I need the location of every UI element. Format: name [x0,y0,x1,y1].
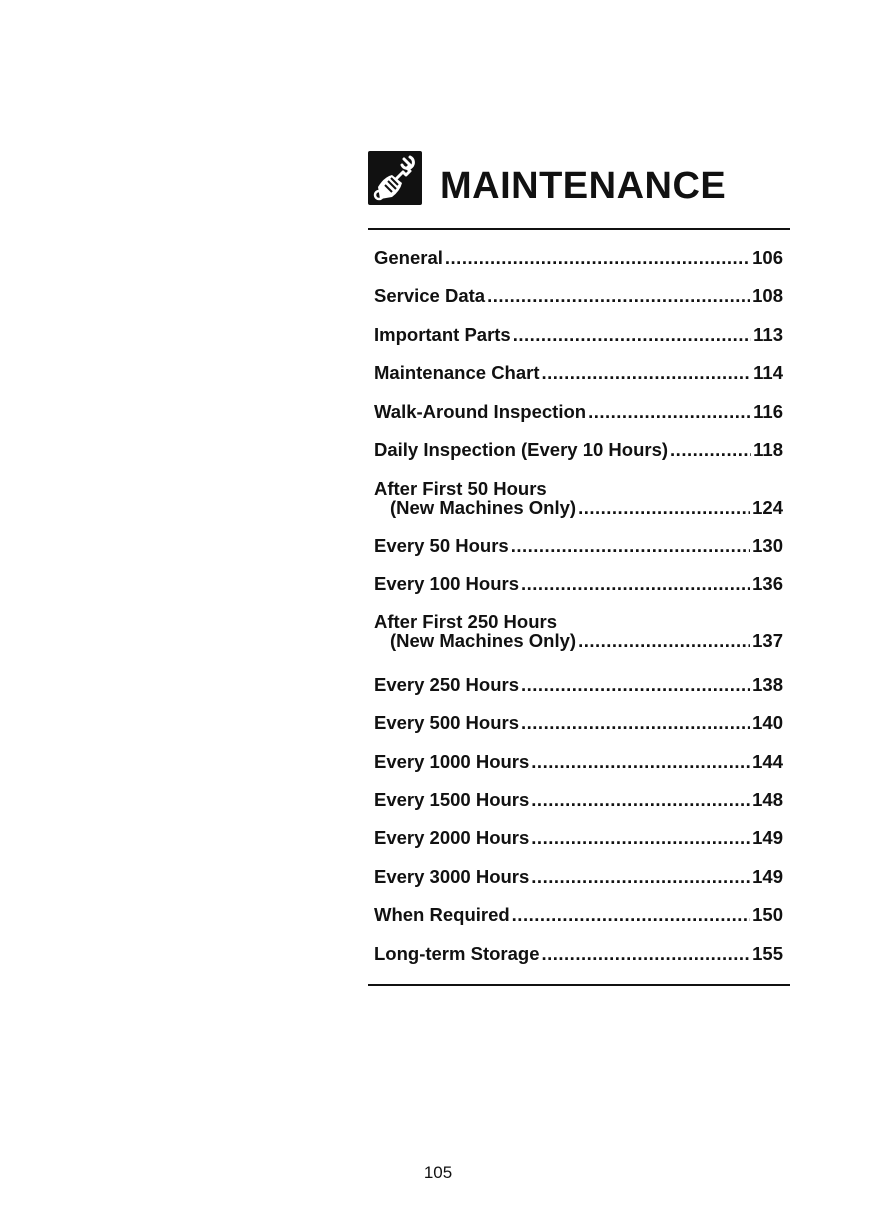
toc-entry-maintenance-chart[interactable] [374,363,783,382]
toc-entry-label: Maintenance Chart [374,362,540,383]
leader-dots [670,440,751,459]
leader-dots [487,286,750,305]
toc-entry-important-parts[interactable] [374,325,783,344]
toc-entry-every-500-hours[interactable] [374,713,783,732]
page-number: 105 [423,1163,453,1182]
leader-dots [513,325,751,344]
toc-entry-page: 155 [752,943,783,964]
top-divider [368,228,790,230]
toc-entry-page: 138 [752,674,783,695]
toc-entry-label: When Required [374,904,510,925]
toc-entry-when-required[interactable] [374,905,783,924]
toc-entry-page: 116 [753,401,783,422]
toc-entry-label: Long-term Storage [374,943,540,964]
toc-entry-page: 149 [752,866,783,887]
leader-dots [512,905,750,924]
leader-dots [541,944,750,963]
toc-entry-label: General [374,247,443,268]
toc-entry-page: 140 [752,712,783,733]
leader-dots [578,631,750,650]
toc-entry-page: 118 [753,439,783,460]
toc-entry-every-3000-hours[interactable] [374,867,783,886]
leader-dots [531,790,750,809]
toc-entry-label: Every 2000 Hours [374,827,530,848]
toc-entry-label-continued: (New Machines Only) [390,497,577,518]
leader-dots [521,713,750,732]
leader-dots [531,828,750,847]
toc-entry-page: 144 [752,751,783,772]
bottom-divider [368,984,790,986]
toc-entry-label: Walk-Around Inspection [374,401,587,422]
leader-dots [531,752,750,771]
toc-entry-page: 114 [753,362,783,383]
leader-dots [588,402,751,421]
toc-entry-label: Every 50 Hours [374,535,509,556]
wrench-hand-icon [368,151,422,205]
leader-dots [578,498,750,517]
toc-entry-page: 149 [752,827,783,848]
toc-entry-page: 137 [752,630,783,651]
toc-entry-label: After First 50 Hours [374,478,547,499]
toc-entry-walk-around-inspection[interactable] [374,402,783,421]
toc-entry-after-first-250-hours[interactable] [374,612,783,650]
toc-entry-every-2000-hours[interactable] [374,828,783,847]
toc-entry-page: 113 [753,324,783,345]
toc-entry-page: 150 [752,904,783,925]
section-header [368,148,790,208]
toc-entry-daily-inspection[interactable] [374,440,783,459]
toc-entry-label: Daily Inspection (Every 10 Hours) [374,439,669,460]
toc-entry-every-1000-hours[interactable] [374,752,783,771]
toc-entry-every-1500-hours[interactable] [374,790,783,809]
toc-entry-every-50-hours[interactable] [374,536,783,555]
toc-entry-long-term-storage[interactable] [374,944,783,963]
toc-entry-label: Service Data [374,285,486,306]
toc-entry-after-first-50-hours[interactable] [374,479,783,517]
toc-entry-page: 106 [752,247,783,268]
toc-entry-page: 130 [752,535,783,556]
leader-dots [521,574,750,593]
toc-entry-general[interactable] [374,248,783,267]
toc-entry-label: After First 250 Hours [374,611,557,632]
toc-entry-page: 108 [752,285,783,306]
toc-entry-label-continued: (New Machines Only) [390,630,577,651]
toc-entry-page: 124 [752,497,783,518]
toc-entry-label: Every 3000 Hours [374,866,530,887]
toc-entry-label: Every 500 Hours [374,712,520,733]
toc-entry-label: Important Parts [374,324,511,345]
leader-dots [531,867,750,886]
page-title: MAINTENANCE [440,164,727,207]
toc-entry-page: 136 [752,573,783,594]
toc-entry-page: 148 [752,789,783,810]
toc-entry-label: Every 250 Hours [374,674,520,695]
toc-entry-every-100-hours[interactable] [374,574,783,593]
toc-entry-service-data[interactable] [374,286,783,305]
leader-dots [521,675,750,694]
toc-entry-every-250-hours[interactable] [374,675,783,694]
leader-dots [542,363,752,382]
leader-dots [511,536,750,555]
toc-entry-label: Every 1000 Hours [374,751,530,772]
leader-dots [445,248,750,267]
toc-entry-label: Every 100 Hours [374,573,520,594]
toc-entry-label: Every 1500 Hours [374,789,530,810]
